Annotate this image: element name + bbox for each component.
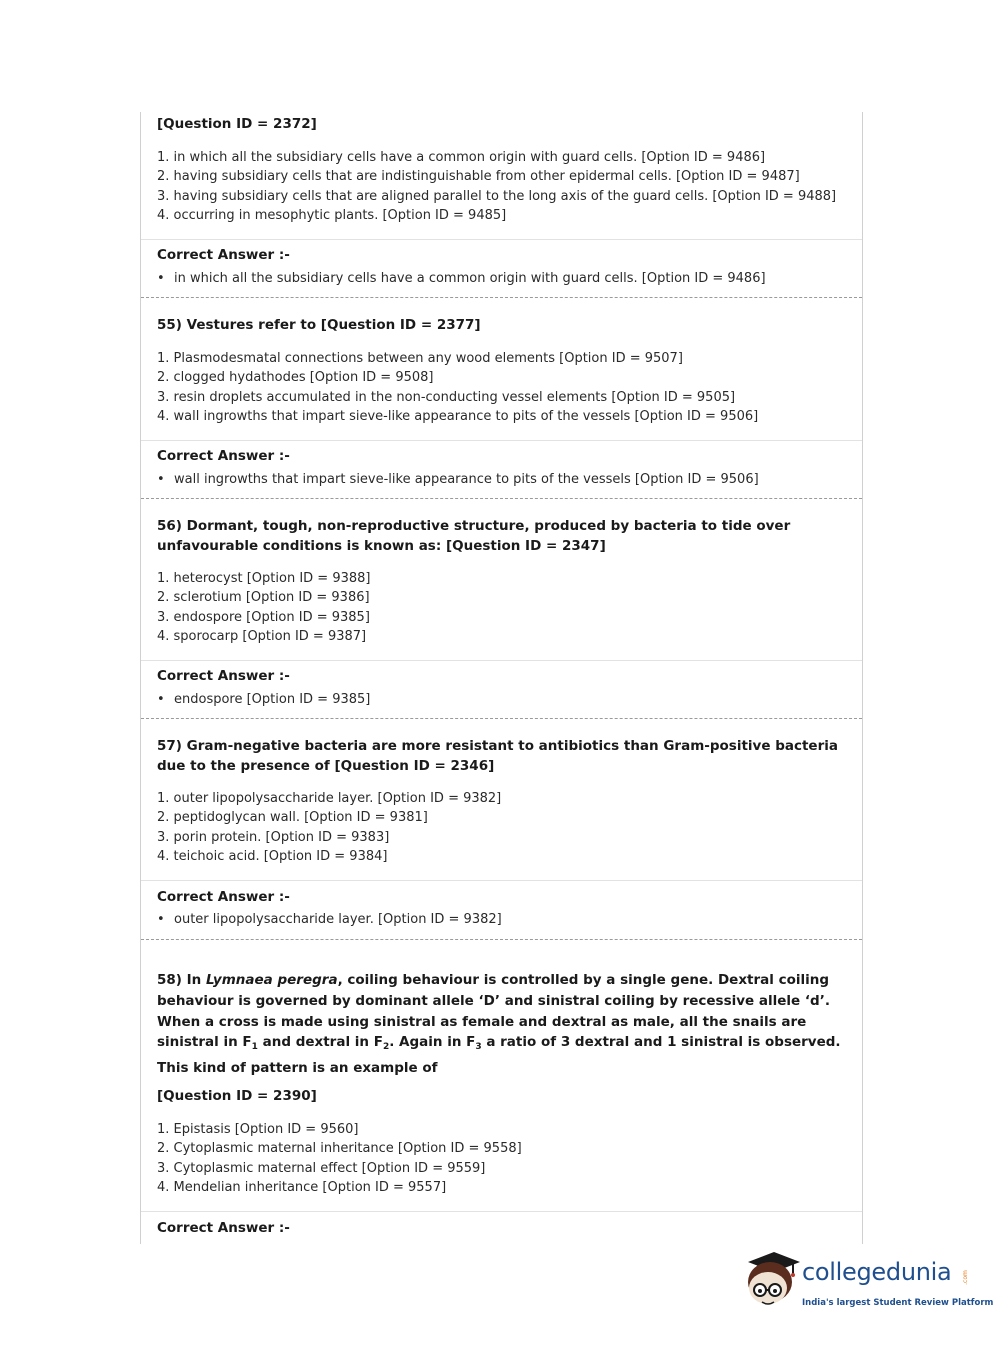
q54-correct-answer <box>157 269 766 289</box>
q57-answer-text: outer lipopolysaccharide layer. [Option ID = 9382] <box>174 912 502 927</box>
q57-option-3: 3. porin protein. [Option ID = 9383] <box>157 830 390 845</box>
q58-correct-answer-label: Correct Answer :- <box>157 1220 290 1236</box>
q56-option-2: 2. sclerotium [Option ID = 9386] <box>157 590 370 605</box>
q55-question: 55) Vestures refer to [Question ID = 2377] <box>157 317 481 333</box>
q56-option-4: 4. sporocarp [Option ID = 9387] <box>157 629 367 644</box>
divider <box>141 440 862 441</box>
question-separator <box>141 939 862 940</box>
q58-text-d: a ratio of 3 dextral and 1 sinistral is observed. This kind of pattern is an example of <box>157 1034 841 1077</box>
divider <box>141 660 862 661</box>
q54-correct-answer-label: Correct Answer :- <box>157 247 290 263</box>
bullet-icon: • <box>157 692 165 707</box>
q58-question-id: [Question ID = 2390] <box>157 1088 317 1104</box>
logo-name: collegedunia <box>802 1258 952 1286</box>
q55-option-2: 2. clogged hydathodes [Option ID = 9508] <box>157 370 434 385</box>
q58-subscript-3: 3 <box>475 1042 482 1053</box>
q56-question: 56) Dormant, tough, non-reproductive structure, produced by bacteria to tide over unfavourable conditions is known as: [Question ID = 2347] <box>157 518 791 554</box>
q58-text-c: . Again in F <box>389 1034 476 1051</box>
q56-answer-text: endospore [Option ID = 9385] <box>174 692 371 707</box>
q57-correct-answer-label: Correct Answer :- <box>157 889 290 905</box>
q56-correct-answer-label: Correct Answer :- <box>157 668 290 684</box>
q55-option-4: 4. wall ingrowths that impart sieve-like appearance to pits of the vessels [Option ID = 9506] <box>157 409 759 424</box>
q57-question: 57) Gram-negative bacteria are more resistant to antibiotics than Gram-positive bacteria due to the presence of [Question ID = 2346] <box>157 738 838 774</box>
q58-text-b: and dextral in F <box>257 1034 383 1051</box>
logo-com: .com <box>961 1270 969 1285</box>
question-sheet <box>140 112 863 1244</box>
bullet-icon: • <box>157 912 165 927</box>
divider <box>141 1211 862 1212</box>
q57-option-2: 2. peptidoglycan wall. [Option ID = 9381] <box>157 810 428 825</box>
bullet-icon: • <box>157 472 165 487</box>
q58-option-3: 3. Cytoplasmic maternal effect [Option ID = 9559] <box>157 1161 486 1176</box>
q56-correct-answer <box>157 690 370 710</box>
q55-correct-answer-label: Correct Answer :- <box>157 448 290 464</box>
q54-option-1: 1. in which all the subsidiary cells have a common origin with guard cells. [Option ID = 9486] <box>157 150 766 165</box>
q58-number: 58) In <box>157 972 206 988</box>
q54-answer-text: in which all the subsidiary cells have a common origin with guard cells. [Option ID = 9486] <box>174 271 766 286</box>
collegedunia-logo[interactable] <box>740 1248 994 1318</box>
question-separator <box>141 498 862 499</box>
q54-question-id: [Question ID = 2372] <box>157 116 317 132</box>
question-separator <box>141 718 862 719</box>
q55-option-1: 1. Plasmodesmatal connections between any wood elements [Option ID = 9507] <box>157 351 683 366</box>
bullet-icon: • <box>157 271 165 286</box>
question-separator <box>141 297 862 298</box>
q58-option-2: 2. Cytoplasmic maternal inheritance [Option ID = 9558] <box>157 1141 522 1156</box>
q54-option-4: 4. occurring in mesophytic plants. [Option ID = 9485] <box>157 208 507 223</box>
q55-option-3: 3. resin droplets accumulated in the non-conducting vessel elements [Option ID = 9505] <box>157 390 736 405</box>
mascot-icon <box>740 1248 802 1318</box>
q56-option-1: 1. heterocyst [Option ID = 9388] <box>157 571 371 586</box>
divider <box>141 880 862 881</box>
q58-species-name: Lymnaea peregra <box>206 972 338 988</box>
divider <box>141 239 862 240</box>
q57-correct-answer <box>157 910 502 930</box>
q56-option-3: 3. endospore [Option ID = 9385] <box>157 610 370 625</box>
q58-subscript-1: 1 <box>251 1042 258 1053</box>
q58-text-a: , coiling behaviour is controlled by a single gene. Dextral coiling behaviour is governed by dominant allele ‘D’ and sinistral coiling by recessive allele ‘d’. When a cross is made using sinistral as female and dextral as male, all the snails are sinistral in F <box>157 972 830 1051</box>
q58-option-1: 1. Epistasis [Option ID = 9560] <box>157 1122 359 1137</box>
q58-option-4: 4. Mendelian inheritance [Option ID = 9557] <box>157 1180 447 1195</box>
q58-question <box>157 970 847 1079</box>
q55-answer-text: wall ingrowths that impart sieve-like appearance to pits of the vessels [Option ID = 9506] <box>174 472 759 487</box>
q57-option-1: 1. outer lipopolysaccharide layer. [Option ID = 9382] <box>157 791 502 806</box>
logo-tagline: India's largest Student Review Platform <box>802 1298 994 1308</box>
q54-option-2: 2. having subsidiary cells that are indistinguishable from other epidermal cells. [Option ID = 9487] <box>157 169 800 184</box>
q57-option-4: 4. teichoic acid. [Option ID = 9384] <box>157 849 388 864</box>
q55-correct-answer <box>157 470 759 490</box>
q58-subscript-2: 2 <box>382 1042 390 1053</box>
q54-option-3: 3. having subsidiary cells that are aligned parallel to the long axis of the guard cells. [Option ID = 9488] <box>157 189 837 204</box>
